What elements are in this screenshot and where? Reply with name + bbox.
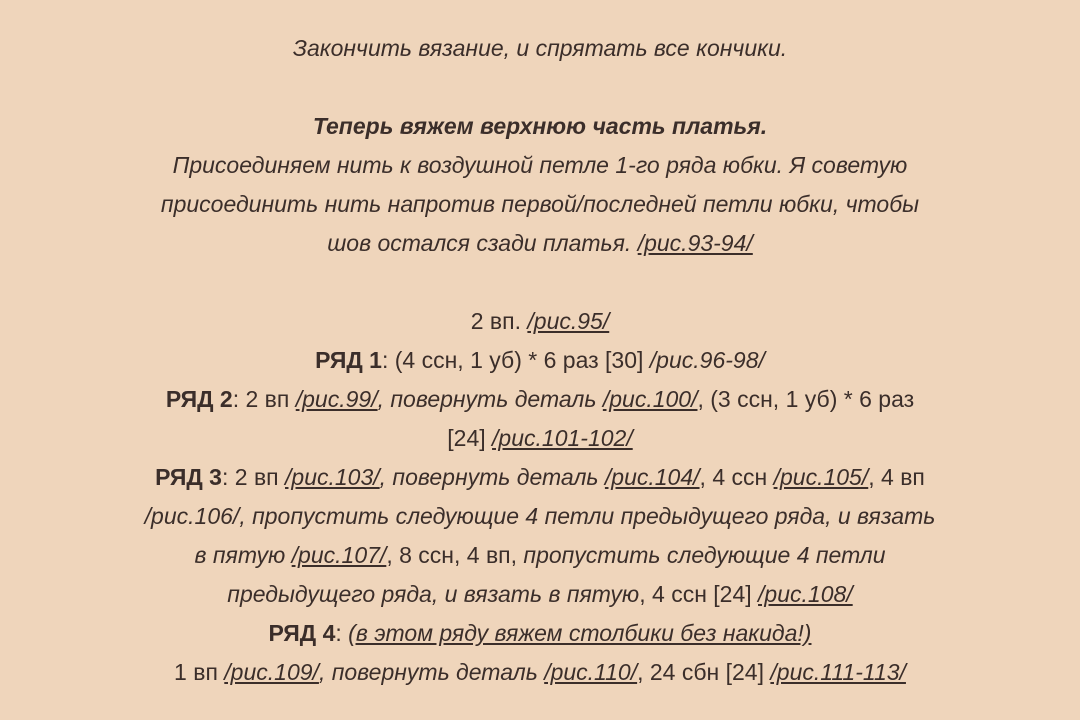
figure-ref-100: /рис.100/: [602, 386, 698, 412]
row-2-count: [24]: [447, 425, 493, 451]
row-3-continued-line-3: [0, 579, 1080, 609]
row-1-text: : (4 ссн, 1 уб) * 6 раз [30]: [381, 347, 650, 373]
figure-ref-109: /рис.109/: [224, 659, 319, 685]
row-3-line: [0, 462, 1080, 492]
figure-ref-103: /рис.103/: [285, 464, 380, 490]
figure-ref-111-113: /рис.111-113/: [770, 659, 906, 685]
row-4-label: РЯД 4: [268, 620, 336, 646]
row-2-text-b: , повернуть деталь: [377, 386, 603, 412]
attach-yarn-line-1: [0, 150, 1080, 180]
row-1-line: [0, 345, 1080, 375]
row-2-text-c: , (3 ссн, 1 уб) * 6 раз: [697, 386, 915, 412]
figure-ref-95: /рис.95/: [527, 308, 610, 334]
figure-ref-99: /рис.99/: [295, 386, 378, 412]
attach-yarn-line-3: [0, 228, 1080, 258]
row-3-skip-text: , пропустить следующие 4 петли предыдущего ряда, и вязать: [239, 503, 936, 529]
row-3-count-text: , 4 ссн [24]: [639, 581, 759, 607]
finish-instruction-line: [0, 33, 1080, 63]
row-4-text-c: , 24 сбн [24]: [637, 659, 771, 685]
chain-start-text: 2 вп.: [470, 308, 528, 334]
row-3-continued-line-1: [0, 501, 1080, 531]
row-3-label: РЯД 3: [155, 464, 222, 490]
row-2-line: [0, 384, 1080, 414]
figure-ref-104: /рис.104/: [604, 464, 700, 490]
figure-ref-96-98: /рис.96-98/: [649, 347, 765, 373]
figure-ref-108: /рис.108/: [758, 581, 853, 607]
row-4-colon: :: [335, 620, 349, 646]
row-4-continued-line: [0, 657, 1080, 687]
attach-yarn-text-3: шов остался сзади платья.: [327, 230, 638, 256]
row-4-line: [0, 618, 1080, 648]
row-3-fifth-text: в пятую: [194, 542, 292, 568]
section-heading: [0, 111, 1080, 141]
row-3-text-b: , повернуть деталь: [379, 464, 605, 490]
section-heading-text: Теперь вяжем верхнюю часть платья.: [312, 113, 768, 139]
row-1-label: РЯД 1: [315, 347, 382, 373]
row-2-continued-line: [0, 423, 1080, 453]
chain-start-line: [0, 306, 1080, 336]
attach-yarn-text-2: присоединить нить напротив первой/последней петли юбки, чтобы: [160, 191, 920, 217]
attach-yarn-line-2: [0, 189, 1080, 219]
figure-ref-93-94: /рис.93-94/: [637, 230, 753, 256]
row-4-text-b: , повернуть деталь: [318, 659, 545, 685]
row-3-text-c: , 4 ссн: [699, 464, 774, 490]
row-3-text-a: : 2 вп: [221, 464, 286, 490]
row-2-label: РЯД 2: [165, 386, 233, 412]
row-3-skip-text-2: пропустить следующие 4 петли: [523, 542, 886, 568]
figure-ref-101-102: /рис.101-102/: [492, 425, 633, 451]
figure-ref-105: /рис.105/: [773, 464, 869, 490]
row-3-stitches-text: , 8 ссн, 4 вп,: [386, 542, 524, 568]
row-4-note: (в этом ряду вяжем столбики без накида!): [348, 620, 812, 646]
row-3-previous-row-text: предыдущего ряда, и вязать в пятую: [227, 581, 640, 607]
row-3-text-d: , 4 вп: [868, 464, 925, 490]
finish-instruction-text: Закончить вязание, и спрятать все кончики.: [292, 35, 788, 61]
figure-ref-107: /рис.107/: [291, 542, 387, 568]
row-4-text-a: 1 вп: [174, 659, 225, 685]
figure-ref-106: /рис.106/: [144, 503, 240, 529]
figure-ref-110: /рис.110/: [544, 659, 638, 685]
attach-yarn-text-1: Присоединяем нить к воздушной петле 1-го ряда юбки. Я советую: [172, 152, 908, 178]
row-2-text-a: : 2 вп: [232, 386, 296, 412]
row-3-continued-line-2: [0, 540, 1080, 570]
